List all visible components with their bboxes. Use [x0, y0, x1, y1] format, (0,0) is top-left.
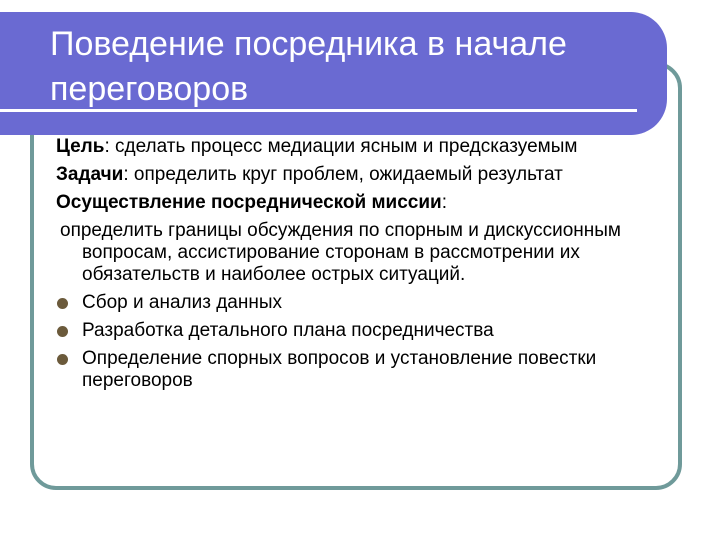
tasks-paragraph: [56, 164, 686, 186]
bullet-dot-icon: [57, 354, 68, 365]
tasks-text: : определить круг проблем, ожидаемый результат: [123, 164, 563, 185]
bullet-item: [56, 320, 686, 342]
bullet-item: [56, 292, 686, 314]
bullet-dot-icon: [57, 298, 68, 309]
slide-content: [56, 136, 686, 398]
mission-colon: :: [441, 192, 447, 213]
tasks-label: Задачи: [56, 164, 124, 185]
bullet-dot-icon: [57, 326, 68, 337]
goal-label: Цель: [56, 136, 105, 157]
bullet-item: [56, 348, 686, 392]
slide-title: Поведение посредника в начале переговоров: [50, 25, 567, 108]
mission-label: Осуществление посреднической миссии: [56, 192, 442, 213]
mission-heading: [56, 192, 686, 214]
bullet-text: Сбор и анализ данных: [82, 292, 283, 313]
mission-text: определить границы обсуждения по спорным и дискуссионным вопросам, ассистирование сторонам в рассмотрении их обязательств и наиболее острых ситуаций.: [60, 220, 621, 285]
goal-text: : сделать процесс медиации ясным и предсказуемым: [104, 136, 578, 157]
bullet-text: Определение спорных вопросов и установление повестки переговоров: [82, 348, 597, 391]
bullet-text: Разработка детального плана посредничества: [82, 320, 494, 341]
goal-paragraph: [56, 136, 686, 158]
